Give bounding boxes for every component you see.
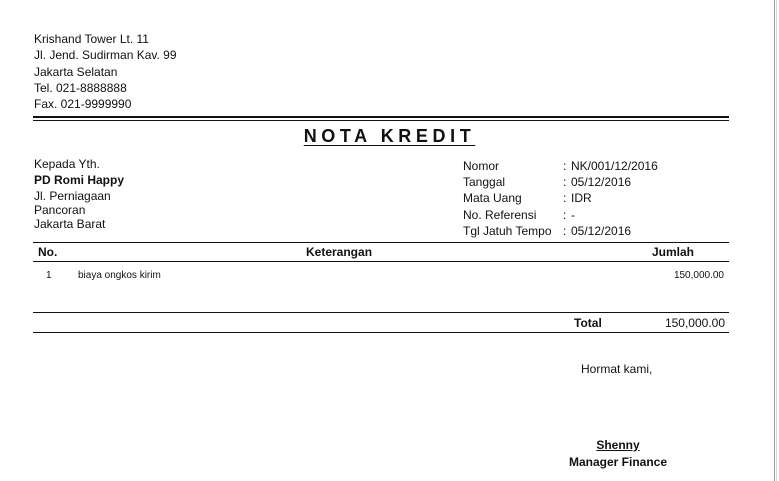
recipient-address-line: Jl. Perniagaan xyxy=(34,189,111,204)
company-address-line: Jakarta Selatan xyxy=(34,64,118,79)
meta-colon: : xyxy=(563,207,567,222)
meta-colon: : xyxy=(563,159,567,173)
recipient-salutation: Kepada Yth. xyxy=(34,157,100,171)
page-border-right xyxy=(774,0,775,481)
recipient-address-line: Pancoran xyxy=(34,203,86,218)
meta-colon: : xyxy=(563,191,567,206)
company-fax: Fax. 021-9999990 xyxy=(34,97,132,112)
recipient-name: PD Romi Happy xyxy=(34,173,125,188)
document-title-text: NOTA KREDIT xyxy=(303,126,476,146)
header-divider-thin xyxy=(33,120,729,121)
table-body-border xyxy=(33,312,729,313)
table-bottom-border xyxy=(33,332,729,333)
meta-colon: : xyxy=(563,175,567,190)
table-cell-description: biaya ongkos kirim xyxy=(78,270,161,281)
signatory-title: Manager Finance xyxy=(568,455,668,469)
meta-value: 05/12/2016 xyxy=(571,223,632,238)
meta-label: Tanggal xyxy=(463,175,506,190)
meta-value: - xyxy=(571,207,575,222)
total-label: Total xyxy=(574,316,602,330)
closing-greeting: Hormat kami, xyxy=(581,362,653,376)
table-header-no: No. xyxy=(38,245,58,259)
recipient-block xyxy=(34,158,124,232)
company-address-line: Jl. Jend. Sudirman Kav. 99 xyxy=(34,48,177,63)
meta-value: NK/001/12/2016 xyxy=(571,159,658,173)
signatory-name: Shenny xyxy=(596,438,640,452)
table-cell-amount: 150,000.00 xyxy=(673,270,724,281)
meta-colon: : xyxy=(563,223,567,238)
company-address xyxy=(34,31,177,112)
total-value: 150,000.00 xyxy=(664,316,725,330)
document-title xyxy=(0,126,779,147)
table-header-description: Keterangan xyxy=(306,245,373,259)
recipient-address-line: Jakarta Barat xyxy=(34,216,106,231)
meta-label: No. Referensi xyxy=(463,207,537,222)
meta-value: 05/12/2016 xyxy=(571,175,632,190)
meta-label: Tgl Jatuh Tempo xyxy=(463,223,552,238)
meta-label: Nomor xyxy=(463,159,500,173)
table-top-border xyxy=(33,242,729,243)
meta-value: IDR xyxy=(571,191,592,206)
page-border-shadow xyxy=(776,0,777,481)
table-header-border xyxy=(33,261,729,262)
meta-label: Mata Uang xyxy=(463,191,522,206)
company-address-line: Krishand Tower Lt. 11 xyxy=(34,32,149,46)
table-cell-no: 1 xyxy=(46,270,52,281)
company-phone: Tel. 021-8888888 xyxy=(34,80,127,95)
table-header-amount: Jumlah xyxy=(652,245,695,259)
header-divider-thick xyxy=(33,116,729,118)
